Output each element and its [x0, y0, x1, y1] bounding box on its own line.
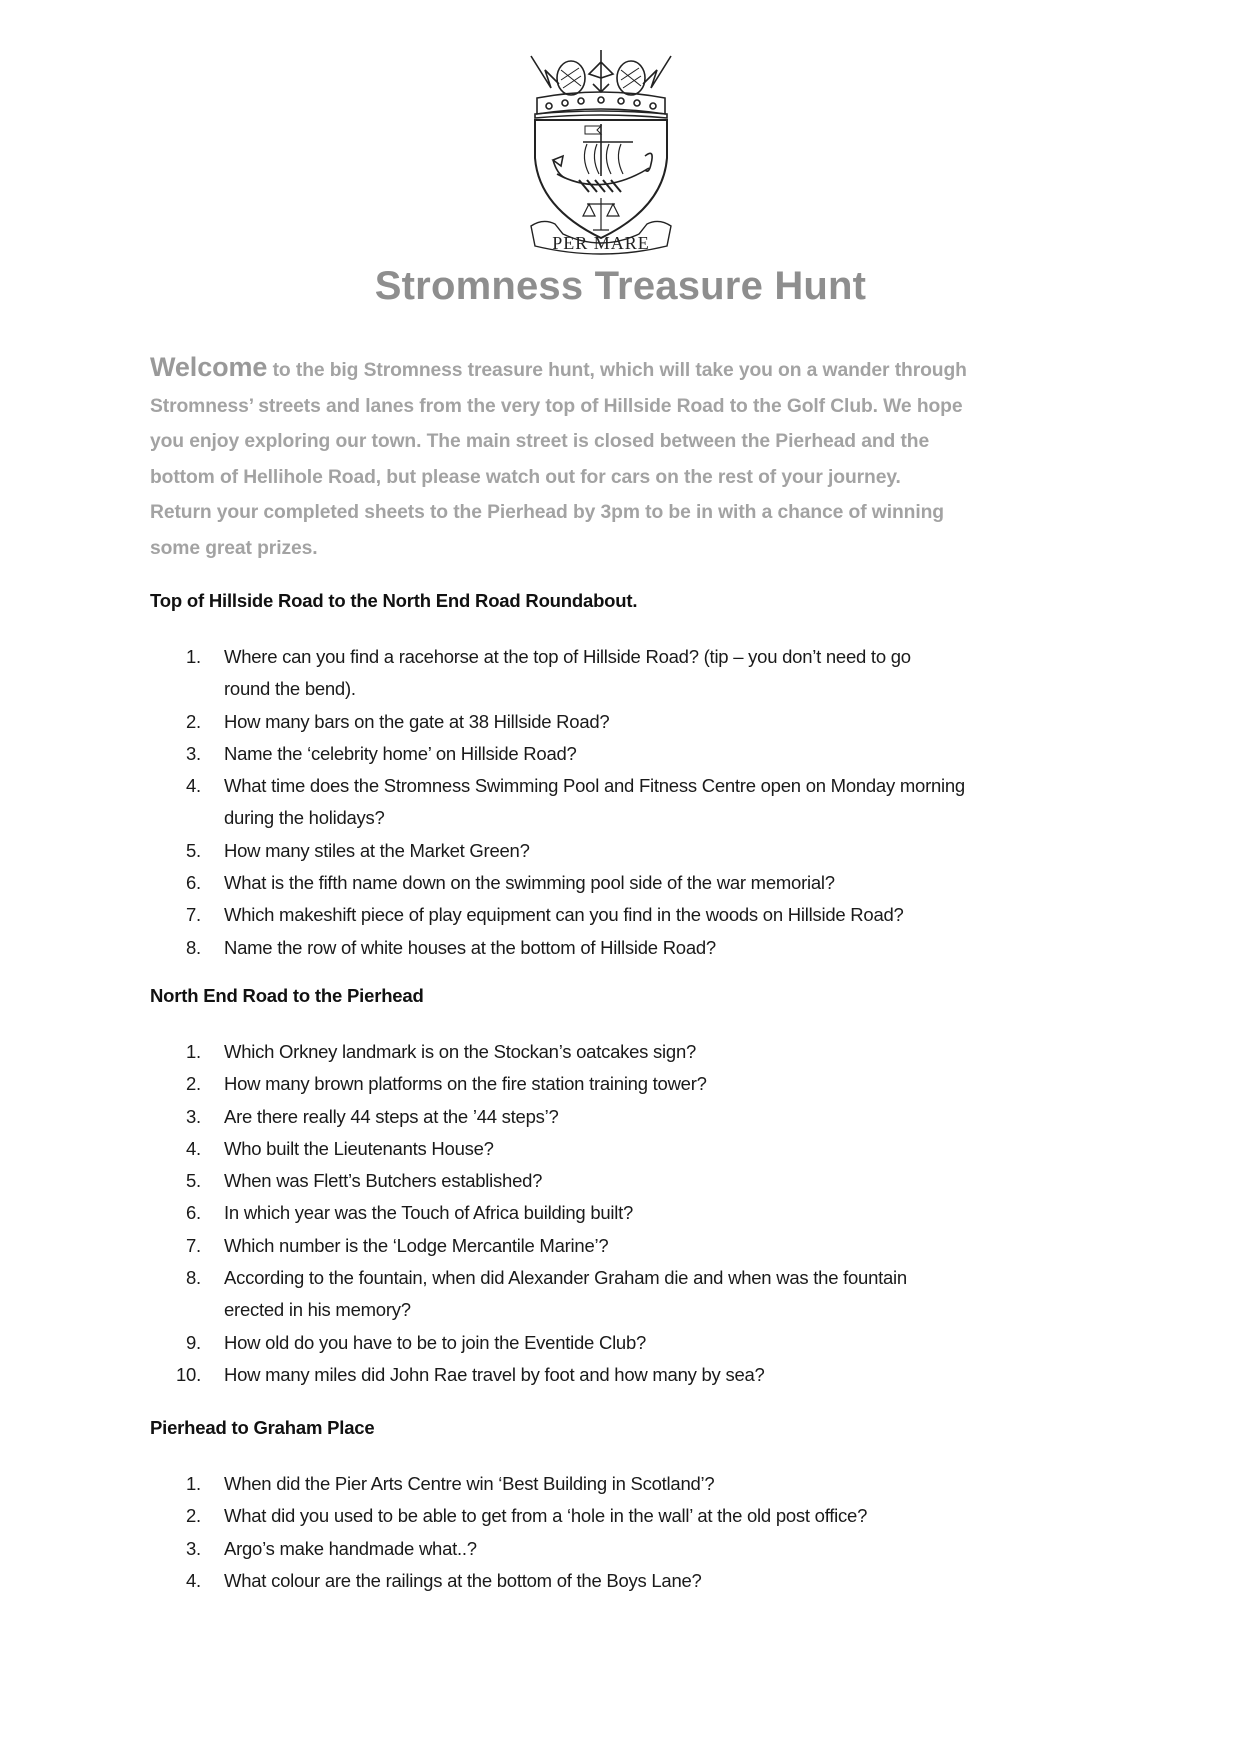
question-item [150, 1197, 1100, 1229]
question-text: In which year was the Touch of Africa building built? [224, 1202, 634, 1224]
question-item [150, 1262, 1100, 1327]
question-number: 3. [186, 742, 201, 764]
question-number: 2. [186, 1073, 201, 1095]
stromness-crest-icon [523, 48, 679, 258]
intro-line: Return your completed sheets to the Pierhead by 3pm to be in with a chance of winning [150, 502, 944, 523]
question-number: 3. [186, 1105, 201, 1127]
question-text: How many miles did John Rae travel by foot and how many by sea? [224, 1363, 765, 1385]
question-item [150, 1565, 1100, 1597]
question-item [150, 1165, 1100, 1197]
question-item [150, 1230, 1100, 1262]
question-text: What is the fifth name down on the swimming pool side of the war memorial? [224, 872, 835, 894]
crest-motto: PER MARE [552, 233, 650, 253]
question-text: Argo’s make handmade what..? [224, 1537, 477, 1559]
intro-line: Stromness’ streets and lanes from the very top of Hillside Road to the Golf Club. We hope [150, 395, 963, 417]
question-text: Who built the Lieutenants House? [224, 1137, 494, 1159]
question-text: When did the Pier Arts Centre win ‘Best Building in Scotland’? [224, 1473, 715, 1494]
question-item [150, 641, 1100, 706]
question-number: 7. [186, 904, 201, 926]
question-number: 10. [176, 1363, 201, 1385]
question-number: 8. [186, 1267, 201, 1289]
question-number: 4. [186, 1569, 201, 1591]
intro-line: bottom of Hellihole Road, but please watch out for cars on the rest of your journey. [150, 466, 901, 488]
question-item [150, 1327, 1100, 1359]
question-text: Where can you find a racehorse at the top of Hillside Road? (tip – you don’t need to go [224, 646, 911, 667]
intro-line: some great prizes. [150, 537, 318, 559]
question-number: 5. [186, 1170, 201, 1192]
question-text: According to the fountain, when did Alexander Graham die and when was the fountain [224, 1267, 907, 1289]
question-item [150, 867, 1100, 899]
question-item [150, 1500, 1100, 1532]
question-number: 2. [186, 1505, 201, 1527]
section-heading-hillside: Top of Hillside Road to the North End Road Roundabout. [150, 590, 638, 611]
question-text: How old do you have to be to join the Eventide Club? [224, 1331, 647, 1353]
section-heading-graham-place: Pierhead to Graham Place [150, 1417, 375, 1438]
question-number: 1. [186, 646, 201, 667]
question-text: How many brown platforms on the fire station training tower? [224, 1073, 707, 1095]
question-text: Which Orkney landmark is on the Stockan’s oatcakes sign? [224, 1041, 697, 1062]
question-number: 1. [186, 1473, 201, 1494]
question-number: 4. [186, 775, 201, 797]
question-number: 6. [186, 872, 201, 894]
question-text: What colour are the railings at the bottom of the Boys Lane? [224, 1569, 702, 1591]
question-item [150, 706, 1100, 738]
question-text: How many bars on the gate at 38 Hillside Road? [224, 710, 610, 732]
question-text: round the bend). [224, 678, 356, 700]
question-item [150, 932, 1100, 964]
question-text: What time does the Stromness Swimming Pool and Fitness Centre open on Monday morning [224, 775, 965, 797]
question-number: 5. [186, 839, 201, 861]
question-number: 8. [186, 936, 201, 958]
intro-paragraph [150, 350, 1100, 566]
question-item [150, 835, 1100, 867]
question-item [150, 1101, 1100, 1133]
question-number: 6. [186, 1202, 201, 1224]
question-list-graham-place [150, 1468, 1100, 1597]
question-text: Which number is the ‘Lodge Mercantile Marine’? [224, 1234, 609, 1256]
question-item [150, 1068, 1100, 1100]
intro-line [150, 350, 1100, 389]
question-item [150, 899, 1100, 931]
intro-line: you enjoy exploring our town. The main street is closed between the Pierhead and the [150, 431, 930, 452]
question-number: 7. [186, 1234, 201, 1256]
question-text: Name the row of white houses at the bottom of Hillside Road? [224, 936, 716, 958]
intro-text: to the big Stromness treasure hunt, which will take you on a wander through [267, 360, 967, 381]
question-number: 2. [186, 710, 201, 732]
page-title: Stromness Treasure Hunt [374, 264, 867, 308]
question-text: Are there really 44 steps at the ’44 steps’? [224, 1105, 559, 1127]
question-item [150, 1533, 1100, 1565]
question-text: What did you used to be able to get from a ‘hole in the wall’ at the old post office? [224, 1505, 868, 1527]
question-item [150, 1359, 1100, 1391]
question-number: 4. [186, 1137, 201, 1159]
section-heading-north-end: North End Road to the Pierhead [150, 985, 424, 1006]
question-text: How many stiles at the Market Green? [224, 839, 530, 861]
question-number: 9. [186, 1331, 201, 1353]
question-number: 1. [186, 1041, 201, 1062]
question-list-hillside [150, 641, 1100, 964]
question-text: Which makeshift piece of play equipment can you find in the woods on Hillside Road? [224, 904, 904, 926]
question-number: 3. [186, 1537, 201, 1559]
intro-lead-word: Welcome [150, 352, 268, 382]
question-list-north-end [150, 1036, 1100, 1391]
question-item [150, 770, 1100, 835]
question-item [150, 1036, 1100, 1068]
question-text: during the holidays? [224, 807, 385, 829]
question-text: Name the ‘celebrity home’ on Hillside Road? [224, 742, 577, 764]
question-text: erected in his memory? [224, 1299, 411, 1321]
question-item [150, 1133, 1100, 1165]
question-item [150, 1468, 1100, 1500]
question-text: When was Flett’s Butchers established? [224, 1170, 543, 1192]
question-item [150, 738, 1100, 770]
